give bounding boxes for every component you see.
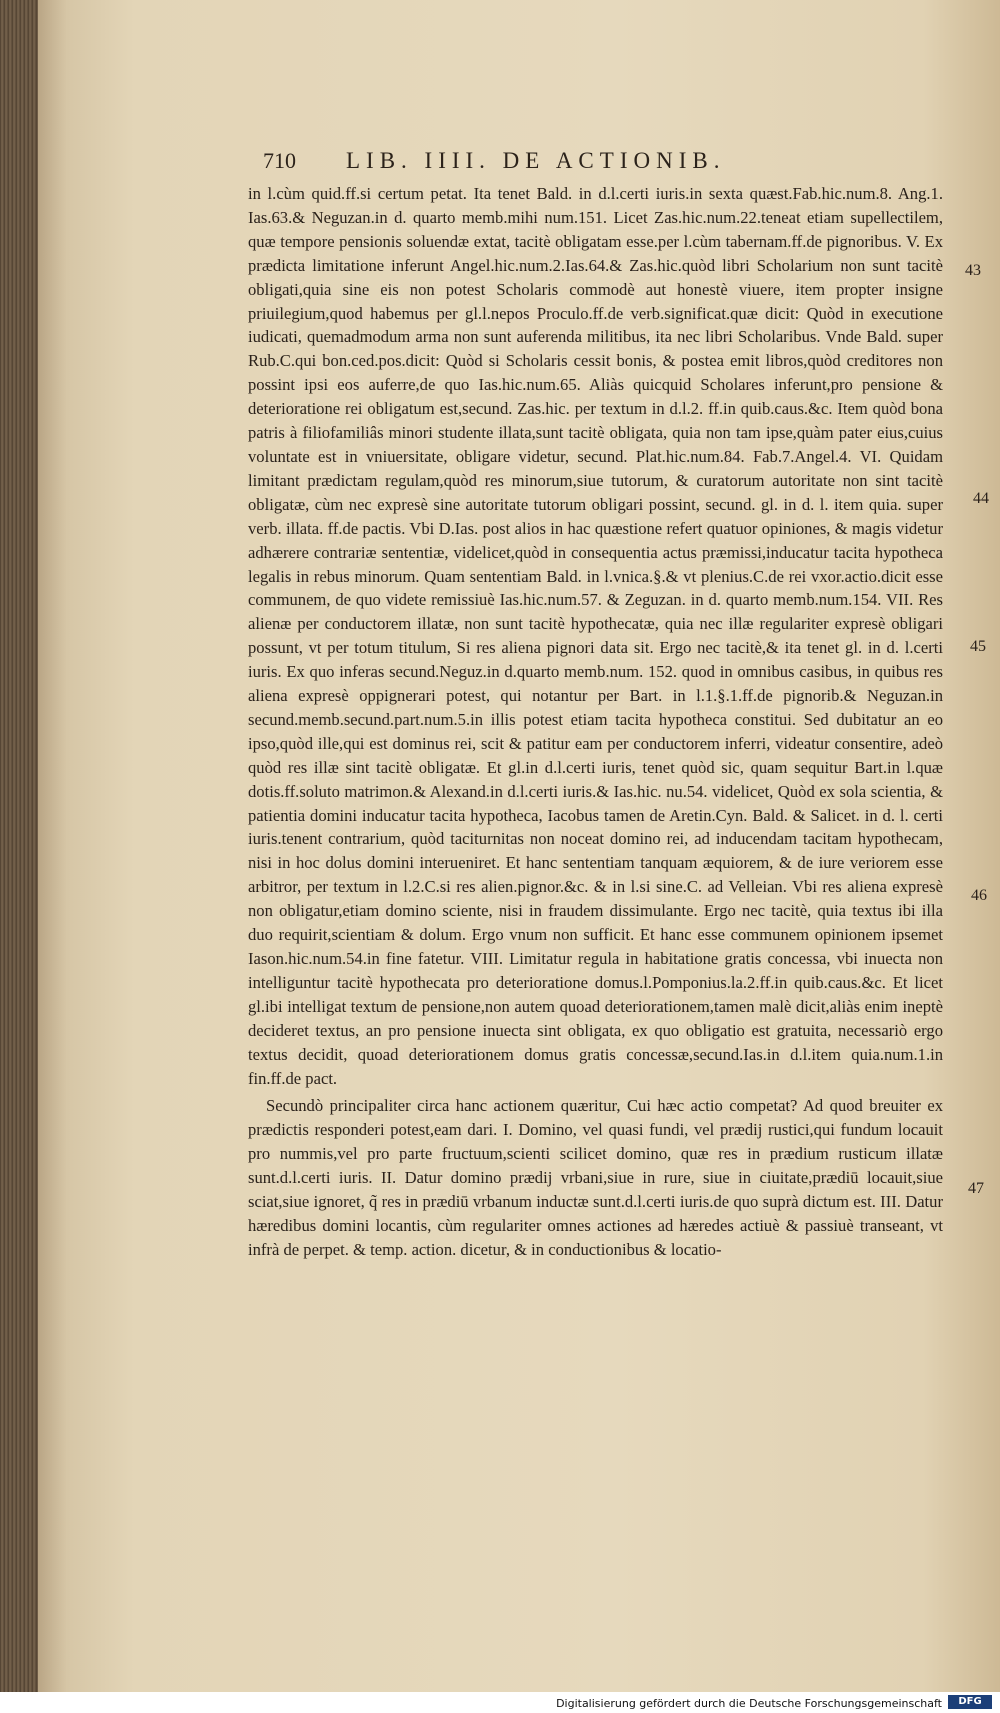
running-head bbox=[263, 148, 903, 174]
margin-number: 45 bbox=[970, 638, 986, 655]
page bbox=[38, 0, 1000, 1692]
page-number: 710 bbox=[263, 148, 296, 173]
dfg-logo: DFG bbox=[948, 1695, 992, 1709]
margin-number: 46 bbox=[971, 887, 987, 904]
paragraph: in l.cùm quid.ff.si certum petat. Ita tenet Bald. in d.l.certi iuris.in sexta quæst.Fab.hic.num.8. Ang.1. Ias.63.& Neguzan.in d. quarto memb.mihi num.151. Licet Zas.hic.num.22.teneat etiam supellectilem, quæ tempore pensionis soluendæ extat, tacitè obligatam esse.per l.cùm tabernam.ff.de pignoribus. V. Ex prædicta limitatione inferunt Angel.hic.num.2.Ias.64.& Zas.hic.quòd libri Scholarium non sunt tacitè obligati,quia sine eis non potest Scholaris commodè aut honestè viuere, item propter insigne priuilegium,quod habemus per gl.l.nepos Proculo.ff.de verb.significat.quæ dicit: Quòd in executione iudicati, quemadmodum arma non sunt auferenda militibus, ita nec libri Scholaribus. Vnde Bald. super Rub.C.qui bon.ced.pos.dicit: Quòd si Scholaris cessit bonis, & postea emit libros,quòd creditores non possint ipsi eos auferre,de quo Ias.hic.num.65. Aliàs quicquid Scholares inferunt,pro pensione & deterioratione rei obligatum est,secund. Zas.hic. per textum in d.l.2. ff.in quib.caus.&c. Item quòd bona patris à filiofamiliâs minori studente illata,sunt tacitè obligata, quia non tam ipse,quàm pater eius,cuius voluntate est in vniuersitate, obligare videtur, secund. Plat.hic.num.84. Fab.7.Angel.4. VI. Quidam limitant prædictam regulam,quòd res minorum,siue tutorum, & curatorum autoritate non sint tacitè obligatæ, cùm nec expresè sine autoritate tutorum obligari possint, secund. gl. in d. l. item quia. super verb. illata. ff.de pactis. Vbi D.Ias. post alios in hac quæstione refert quatuor opiniones, & magis videtur adhærere contrariæ sententiæ, videlicet,quòd in consequentia actus præmissi,inducatur tacita hypotheca legalis in rebus minorum. Quam sententiam Bald. in l.vnica.§.& vt plenius.C.de rei vxor.actio.dicit esse communem, de quo videte remissiuè Ias.hic.num.57. & Zeguzan. in d. quarto memb.num.154. VII. Res alienæ per conductorem illatæ, non sunt tacitè hypothecatæ, quia nec illæ regulariter expresè obligari possunt, vt per totum titulum, Si res aliena pignori data sit. Ergo nec tacitè,& ita tenet gl. in d. l.certi iuris. Ex quo inferas secund.Neguz.in d.quarto memb.num. 152. quod in omnibus casibus, in quibus res aliena expresè oppignerari potest, qui notantur per Bart. in l.1.§.1.ff.de pignorib.& Neguzan.in secund.memb.secund.part.num.5.in illis potest etiam tacita hypotheca constitui. Sed dubitatur an eo ipso,quòd ille,qui est dominus rei, scit & patitur eam per conductorem inferri, videatur consentire, adeò quòd res illæ sint tacitè obligatæ. Et gl.in d.l.certi iuris, tenet quòd sic, quam sequitur Bart.in l.quæ dotis.ff.soluto matrimon.& Alexand.in d.l.certi iuris.& Ias.hic. nu.54. videlicet, Quòd ex sola scientia, & patientia domini inducatur tacita hypotheca, Iacobus tamen de Aretin.Cyn. Bald. & Salicet. in d. l. certi iuris.tenent contrarium, quòd taciturnitas non noceat domino rei, ad inducendam tacitam hypothecam, nisi in hoc dolus domini interueniret. Et hanc sententiam tanquam æquiorem, & de iure veriorem esse arbitror, per textum in l.2.C.si res alien.pignor.&c. & in l.si sine.C. ad Velleian. Vbi res aliena expresè non obligatur,etiam domino sciente, nisi in fraudem dissimulante. Ergo nec tacitè, quia textus ibi illa duo requirit,scientiam & dolum. Ergo vnum non sufficit. Et hanc esse communem opinionem ipsemet Iason.hic.num.54.in fine fatetur. VIII. Limitatur regula in habitatione gratis concessa, vbi inuecta non intelliguntur tacitè hypothecata pro deterioratione domus.l.Pomponius.la.2.ff.in quib.caus.&c. Et licet gl.ibi intelligat textum de pensione,non autem quoad deteriorationem,tamen malè dicit,aliàs enim ineptè decideret textus, an pro pensione inuecta sint obligata, ex quo obligatio est gratuita, necessariò ergo textus decidit, quoad deteriorationem domus gratis concessæ,secund.Ias.in d.l.item quia.num.1.in fin.ff.de pact. bbox=[248, 184, 943, 1088]
page-edges bbox=[0, 0, 40, 1692]
margin-number: 47 bbox=[968, 1180, 984, 1197]
margin-number: 43 bbox=[965, 262, 981, 279]
running-title: LIB. IIII. DE ACTIONIB. bbox=[346, 148, 726, 173]
paragraph: Secundò principaliter circa hanc actionem quæritur, Cui hæc actio competat? Ad quod breuiter ex prædictis responderi potest,eam dari. I. Domino, vel quasi fundi, vel prædij rustici,qui fundum locauit pro nummis,vel pro parte fructuum,scienti scilicet domino, quæ res in prædium rusticum illatæ sunt.d.l.certi iuris. II. Datur domino prædij vrbani,siue in rure, siue in ciuitate,prædiū locauit,siue sciat,siue ignoret, q̃ res in prædiū vrbanum inductæ sunt.d.l.certi iuris.de quo suprà dictum est. III. Datur hæredibus domini locantis, cùm regulariter omnes actiones ad hæredes actiuè & passiuè transeant, vt infrà de perpet. & temp. action. dicetur, & in conductionibus & locatio- bbox=[248, 1096, 943, 1259]
footer-credit: Digitalisierung gefördert durch die Deutsche Forschungsgemeinschaft bbox=[556, 1697, 942, 1710]
margin-number: 44 bbox=[973, 490, 989, 507]
body-text bbox=[248, 182, 943, 1262]
